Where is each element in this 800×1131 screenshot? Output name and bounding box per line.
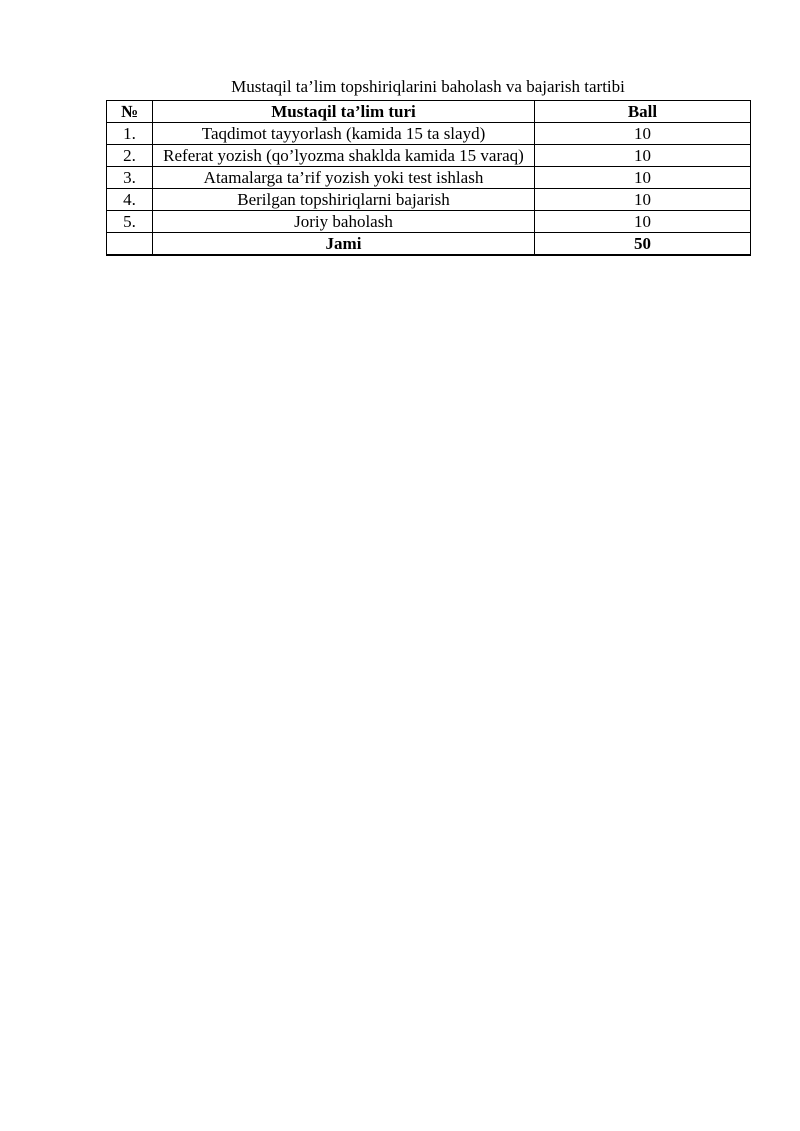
table-row (107, 189, 751, 211)
header-ball: Ball (535, 101, 751, 123)
row-ball: 10 (535, 189, 751, 211)
total-number (107, 233, 153, 256)
header-number: № (107, 101, 153, 123)
row-ball: 10 (535, 123, 751, 145)
header-type: Mustaqil ta’lim turi (153, 101, 535, 123)
row-type: Berilgan topshiriqlarni bajarish (153, 189, 535, 211)
table-row (107, 211, 751, 233)
row-number: 4. (107, 189, 153, 211)
page-title: Mustaqil ta’lim topshiriqlarini baholash va bajarish tartibi (231, 77, 625, 96)
table-row (107, 145, 751, 167)
grading-table (106, 100, 751, 256)
row-number: 2. (107, 145, 153, 167)
table-row (107, 123, 751, 145)
table-header-row (107, 101, 751, 123)
total-ball: 50 (535, 233, 751, 256)
row-type: Referat yozish (qo’lyozma shaklda kamida 15 varaq) (153, 145, 535, 167)
total-label: Jami (153, 233, 535, 256)
row-type: Joriy baholash (153, 211, 535, 233)
row-number: 5. (107, 211, 153, 233)
row-type: Atamalarga ta’rif yozish yoki test ishlash (153, 167, 535, 189)
table-row (107, 167, 751, 189)
row-type: Taqdimot tayyorlash (kamida 15 ta slayd) (153, 123, 535, 145)
row-number: 1. (107, 123, 153, 145)
row-ball: 10 (535, 211, 751, 233)
row-ball: 10 (535, 145, 751, 167)
row-ball: 10 (535, 167, 751, 189)
row-number: 3. (107, 167, 153, 189)
total-row (107, 233, 751, 256)
